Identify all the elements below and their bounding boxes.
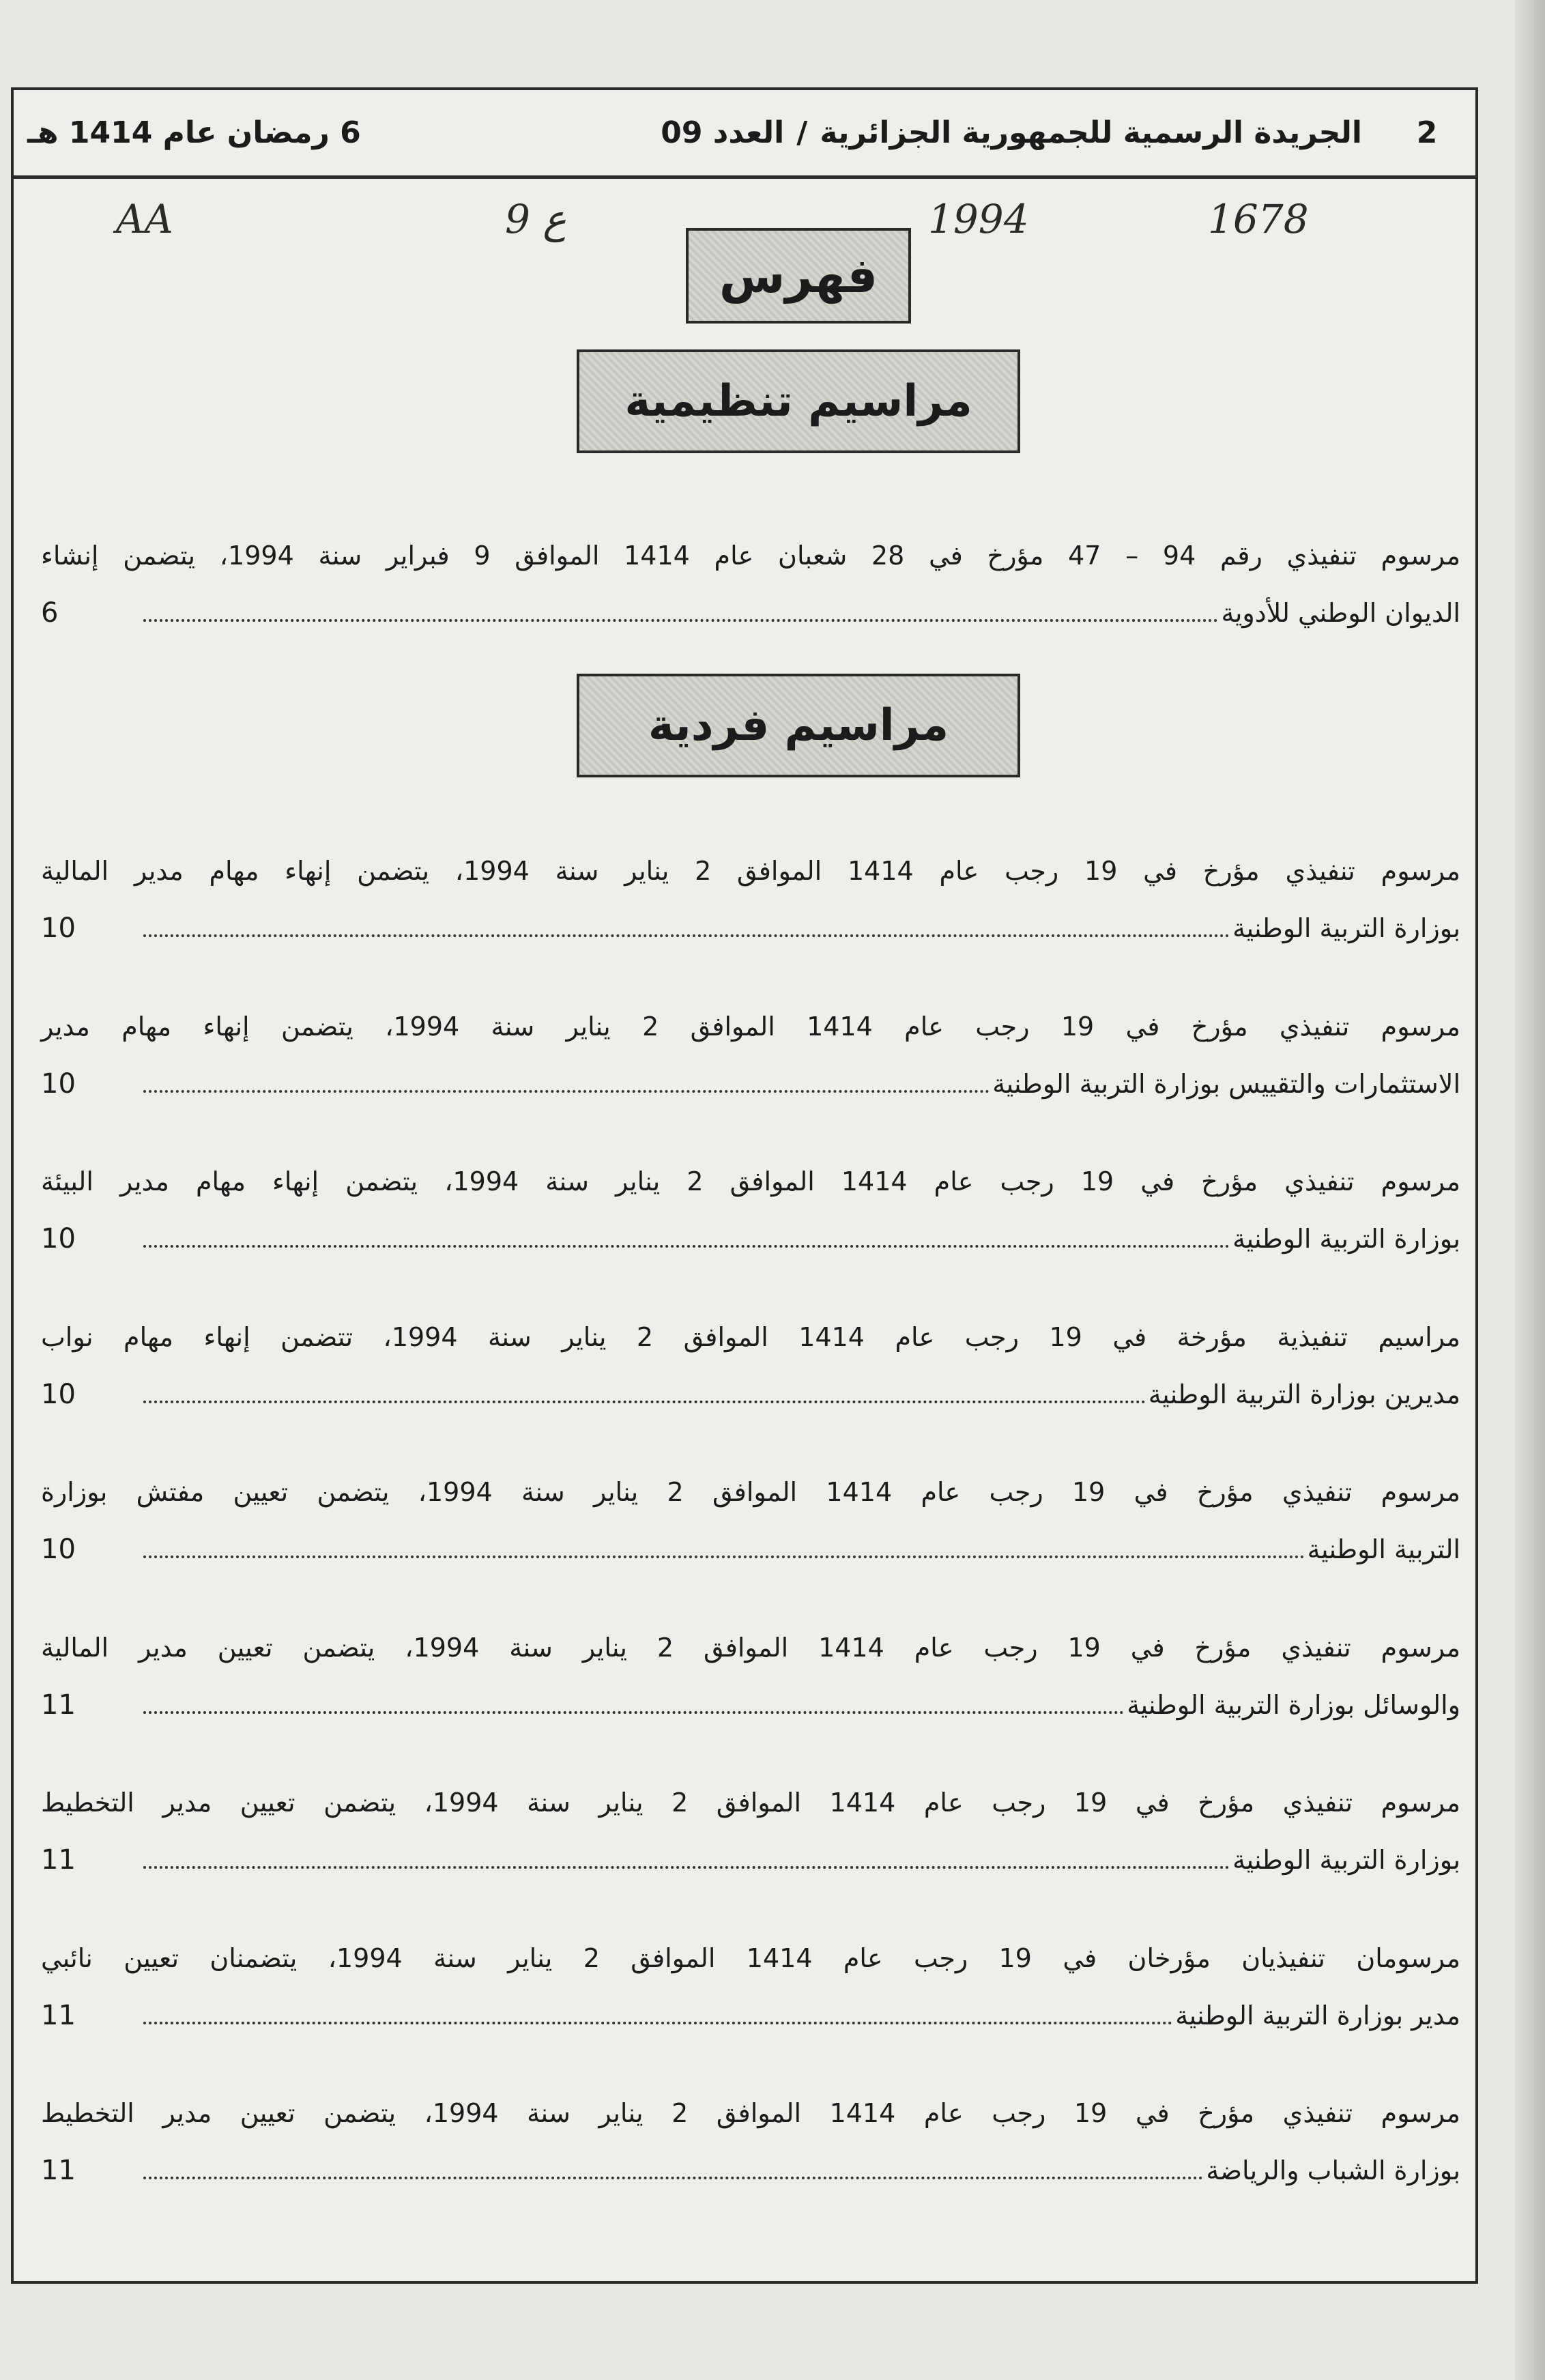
section-heading-box [577,674,1020,777]
leader-dots [143,1400,1146,1403]
toc-entry-text-line1: مرسوم تنفيذي مؤرخ في 19 رجب عام 1414 الموافق 2 يناير سنة 1994، يتضمن إنهاء مهام مدير البيئة [41,1166,1460,1196]
toc-entry [41,1463,1460,1578]
toc-entry-page: 11 [41,2155,76,2186]
toc-entry-text-line1: مرسوم تنفيذي مؤرخ في 19 رجب عام 1414 الموافق 2 يناير سنة 1994، يتضمن تعيين مدير التخطيط [41,2098,1460,2128]
toc-entry [41,1153,1460,1267]
toc-entry-text-line1: مرسوم تنفيذي رقم 94 – 47 مؤرخ في 28 شعبان عام 1414 الموافق 9 فبراير سنة 1994، يتضمن إنشاء [41,541,1460,571]
toc-entry-text-line1: مرسوم تنفيذي مؤرخ في 19 رجب عام 1414 الموافق 2 يناير سنة 1994، يتضمن تعيين مدير التخطيط [41,1788,1460,1818]
toc-entry-text-line2: والوسائل بوزارة التربية الوطنية [1127,1690,1460,1720]
page-header [14,90,1475,179]
header-issue-number: العدد 09 [661,115,785,150]
toc-entry-text-line1: مراسيم تنفيذية مؤرخة في 19 رجب عام 1414 الموافق 2 يناير سنة 1994، تتضمن إنهاء مهام نواب [41,1322,1460,1352]
toc-entry-text-line2: مدير بوزارة التربية الوطنية [1175,2001,1460,2031]
toc-entry-page: 10 [41,913,76,944]
index-title-box [686,228,911,324]
toc-entry-text-line1: مرسوم تنفيذي مؤرخ في 19 رجب عام 1414 الموافق 2 يناير سنة 1994، يتضمن إنهاء مهام مدير المالية [41,856,1460,886]
toc-entry [41,1930,1460,2044]
toc-entry-text-line2: الديوان الوطني للأدوية [1221,598,1460,628]
toc-entry-page: 10 [41,1379,76,1410]
toc-entry-text-line1: مرسوم تنفيذي مؤرخ في 19 رجب عام 1414 الموافق 2 يناير سنة 1994، يتضمن إنهاء مهام مدير [41,1012,1461,1042]
toc-entry [41,2084,1460,2199]
leader-dots [143,934,1230,937]
toc-entry-text-line1: مرسوم تنفيذي مؤرخ في 19 رجب عام 1414 الموافق 2 يناير سنة 1994، يتضمن تعيين مدير المالية [41,1633,1460,1663]
handwritten-note: ع 9 [505,196,566,242]
toc-entry-page: 10 [41,1068,76,1100]
toc-entry-text-line2: التربية الوطنية [1307,1534,1460,1564]
toc-entry [41,842,1460,957]
toc-entry-page: 11 [41,1689,76,1721]
toc-entry-text-line2: الاستثمارات والتقييس بوزارة التربية الوطنية [992,1069,1460,1099]
toc-entry-page: 11 [41,1844,76,1876]
header-journal-title: الجريدة الرسمية للجمهورية الجزائرية [820,115,1362,150]
header-separator: / [796,115,808,150]
leader-dots [143,1555,1305,1558]
toc-entry-text-line2: بوزارة التربية الوطنية [1232,1845,1460,1875]
page-frame [11,87,1478,2284]
leader-dots [143,618,1218,622]
toc-entry [41,998,1460,1113]
leader-dots [143,1710,1124,1714]
toc-entry [41,1774,1460,1889]
handwritten-note: 1678 [1208,196,1309,242]
leader-dots [143,1865,1230,1869]
toc-entry-text-line2: مديرين بوزارة التربية الوطنية [1148,1379,1460,1409]
toc-entry-text-line1: مرسوم تنفيذي مؤرخ في 19 رجب عام 1414 الموافق 2 يناير سنة 1994، يتضمن تعيين مفتش بوزارة [41,1477,1460,1507]
page-spine-shadow [1515,0,1545,2380]
toc-entry-page: 10 [41,1534,76,1565]
toc-entry [41,527,1460,642]
section-heading-box [577,349,1020,453]
toc-entry-text-line1: مرسومان تنفيذيان مؤرخان في 19 رجب عام 1414 الموافق 2 يناير سنة 1994، يتضمنان تعيين نائبي [41,1943,1460,1973]
header-date: 6 رمضان عام 1414 هـ [27,115,361,150]
index-title: فهرس [719,248,878,304]
toc-entry-text-line2: بوزارة التربية الوطنية [1232,1224,1460,1254]
section-heading: مراسيم تنظيمية [624,376,972,427]
toc-entry-page: 11 [41,2000,76,2031]
toc-entry-text-line2: بوزارة الشباب والرياضة [1206,2155,1460,2185]
header-page-number: 2 [1416,115,1438,150]
handwritten-note: 1994 [928,196,1029,242]
leader-dots [143,1089,990,1093]
toc-entry-page: 10 [41,1223,76,1254]
toc-entry-page: 6 [41,597,59,629]
handwritten-note: AA [116,196,173,242]
leader-dots [143,2021,1172,2024]
toc-entry [41,1308,1460,1423]
section-heading: مراسيم فردية [648,700,949,751]
leader-dots [143,1244,1230,1248]
leader-dots [143,2176,1203,2179]
toc-entry-text-line2: بوزارة التربية الوطنية [1232,913,1460,943]
toc-entry [41,1619,1460,1734]
